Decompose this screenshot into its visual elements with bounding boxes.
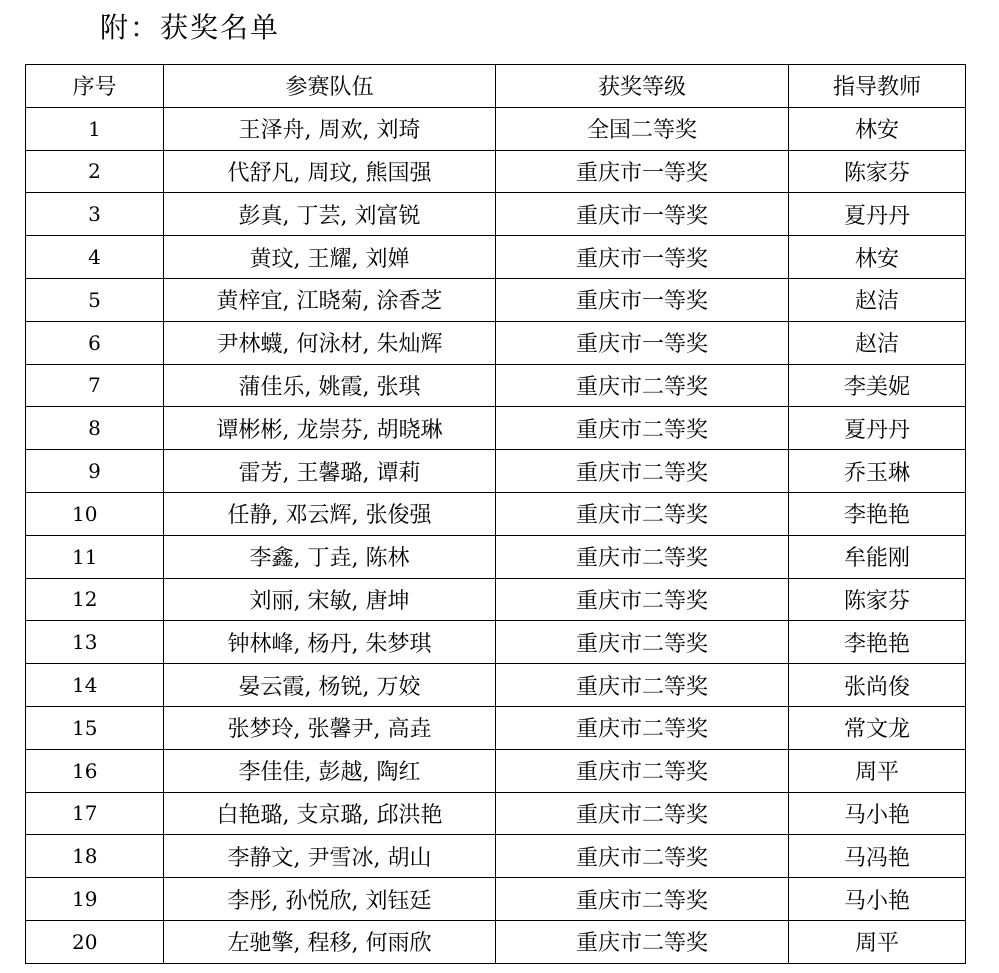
cell-team: 晏云霞, 杨锐, 万姣 [164, 664, 496, 707]
cell-award-level: 重庆市二等奖 [496, 664, 789, 707]
cell-award-level: 重庆市二等奖 [496, 792, 789, 835]
cell-award-level: 重庆市一等奖 [496, 236, 789, 279]
cell-award-level: 重庆市二等奖 [496, 749, 789, 792]
table-row [26, 878, 966, 921]
table-row [26, 364, 966, 407]
cell-team: 李佳佳, 彭越, 陶红 [164, 749, 496, 792]
cell-instructor: 周平 [789, 920, 966, 963]
table-row [26, 492, 966, 535]
cell-award-level: 全国二等奖 [496, 107, 789, 150]
cell-index: 14 [26, 664, 164, 707]
cell-instructor: 张尚俊 [789, 664, 966, 707]
cell-index: 10 [26, 492, 164, 535]
cell-award-level: 重庆市二等奖 [496, 920, 789, 963]
cell-instructor: 林安 [789, 236, 966, 279]
cell-instructor: 陈家芬 [789, 578, 966, 621]
cell-team: 黄梓宜, 江晓菊, 涂香芝 [164, 278, 496, 321]
table-row [26, 193, 966, 236]
header-instructor: 指导教师 [789, 65, 966, 108]
table-header-row [26, 65, 966, 108]
cell-award-level: 重庆市二等奖 [496, 407, 789, 450]
cell-instructor: 牟能刚 [789, 535, 966, 578]
header-team: 参赛队伍 [164, 65, 496, 108]
cell-instructor: 周平 [789, 749, 966, 792]
cell-index: 8 [26, 407, 164, 450]
cell-award-level: 重庆市二等奖 [496, 450, 789, 493]
cell-team: 白艳璐, 支京璐, 邱洪艳 [164, 792, 496, 835]
table-row [26, 706, 966, 749]
cell-index: 17 [26, 792, 164, 835]
cell-team: 王泽舟, 周欢, 刘琦 [164, 107, 496, 150]
table-row [26, 920, 966, 963]
cell-award-level: 重庆市二等奖 [496, 878, 789, 921]
table-row [26, 107, 966, 150]
cell-index: 20 [26, 920, 164, 963]
cell-index: 15 [26, 706, 164, 749]
cell-index: 1 [26, 107, 164, 150]
cell-index: 7 [26, 364, 164, 407]
cell-instructor: 马小艳 [789, 792, 966, 835]
cell-team: 李鑫, 丁垚, 陈林 [164, 535, 496, 578]
cell-team: 蒲佳乐, 姚霞, 张琪 [164, 364, 496, 407]
cell-award-level: 重庆市二等奖 [496, 492, 789, 535]
cell-instructor: 陈家芬 [789, 150, 966, 193]
table-row [26, 407, 966, 450]
cell-award-level: 重庆市二等奖 [496, 835, 789, 878]
cell-instructor: 马冯艳 [789, 835, 966, 878]
cell-index: 16 [26, 749, 164, 792]
cell-instructor: 夏丹丹 [789, 407, 966, 450]
cell-instructor: 常文龙 [789, 706, 966, 749]
cell-team: 李彤, 孙悦欣, 刘钰廷 [164, 878, 496, 921]
cell-award-level: 重庆市二等奖 [496, 621, 789, 664]
table-row [26, 150, 966, 193]
cell-index: 12 [26, 578, 164, 621]
table-row [26, 321, 966, 364]
cell-instructor: 林安 [789, 107, 966, 150]
table-row [26, 535, 966, 578]
cell-team: 张梦玲, 张馨尹, 高垚 [164, 706, 496, 749]
cell-team: 李静文, 尹雪冰, 胡山 [164, 835, 496, 878]
cell-instructor: 赵洁 [789, 278, 966, 321]
cell-index: 2 [26, 150, 164, 193]
cell-award-level: 重庆市一等奖 [496, 321, 789, 364]
cell-award-level: 重庆市一等奖 [496, 278, 789, 321]
cell-index: 3 [26, 193, 164, 236]
cell-team: 代舒凡, 周玟, 熊国强 [164, 150, 496, 193]
table-body [26, 107, 966, 963]
table-row [26, 578, 966, 621]
cell-index: 18 [26, 835, 164, 878]
cell-team: 尹林蠛, 何泳材, 朱灿辉 [164, 321, 496, 364]
award-list-table [25, 64, 966, 964]
cell-instructor: 赵洁 [789, 321, 966, 364]
cell-instructor: 李艳艳 [789, 621, 966, 664]
table-row [26, 792, 966, 835]
cell-team: 雷芳, 王馨璐, 谭莉 [164, 450, 496, 493]
cell-team: 刘丽, 宋敏, 唐坤 [164, 578, 496, 621]
cell-index: 9 [26, 450, 164, 493]
table-row [26, 278, 966, 321]
cell-instructor: 马小艳 [789, 878, 966, 921]
cell-award-level: 重庆市二等奖 [496, 364, 789, 407]
table-row [26, 621, 966, 664]
cell-award-level: 重庆市二等奖 [496, 535, 789, 578]
cell-index: 4 [26, 236, 164, 279]
table-row [26, 236, 966, 279]
cell-team: 钟林峰, 杨丹, 朱梦琪 [164, 621, 496, 664]
cell-team: 谭彬彬, 龙崇芬, 胡晓琳 [164, 407, 496, 450]
cell-instructor: 李艳艳 [789, 492, 966, 535]
table-row [26, 450, 966, 493]
cell-award-level: 重庆市二等奖 [496, 706, 789, 749]
cell-team: 黄玟, 王耀, 刘婵 [164, 236, 496, 279]
cell-instructor: 乔玉琳 [789, 450, 966, 493]
cell-team: 任静, 邓云辉, 张俊强 [164, 492, 496, 535]
header-index: 序号 [26, 65, 164, 108]
cell-instructor: 李美妮 [789, 364, 966, 407]
cell-team: 彭真, 丁芸, 刘富锐 [164, 193, 496, 236]
cell-index: 6 [26, 321, 164, 364]
table-row [26, 749, 966, 792]
cell-index: 11 [26, 535, 164, 578]
cell-award-level: 重庆市一等奖 [496, 150, 789, 193]
table-row [26, 664, 966, 707]
cell-award-level: 重庆市一等奖 [496, 193, 789, 236]
page-title: 附：获奖名单 [100, 11, 281, 44]
cell-index: 13 [26, 621, 164, 664]
header-award-level: 获奖等级 [496, 65, 789, 108]
table-row [26, 835, 966, 878]
cell-index: 5 [26, 278, 164, 321]
cell-index: 19 [26, 878, 164, 921]
cell-instructor: 夏丹丹 [789, 193, 966, 236]
cell-team: 左驰擎, 程移, 何雨欣 [164, 920, 496, 963]
cell-award-level: 重庆市二等奖 [496, 578, 789, 621]
